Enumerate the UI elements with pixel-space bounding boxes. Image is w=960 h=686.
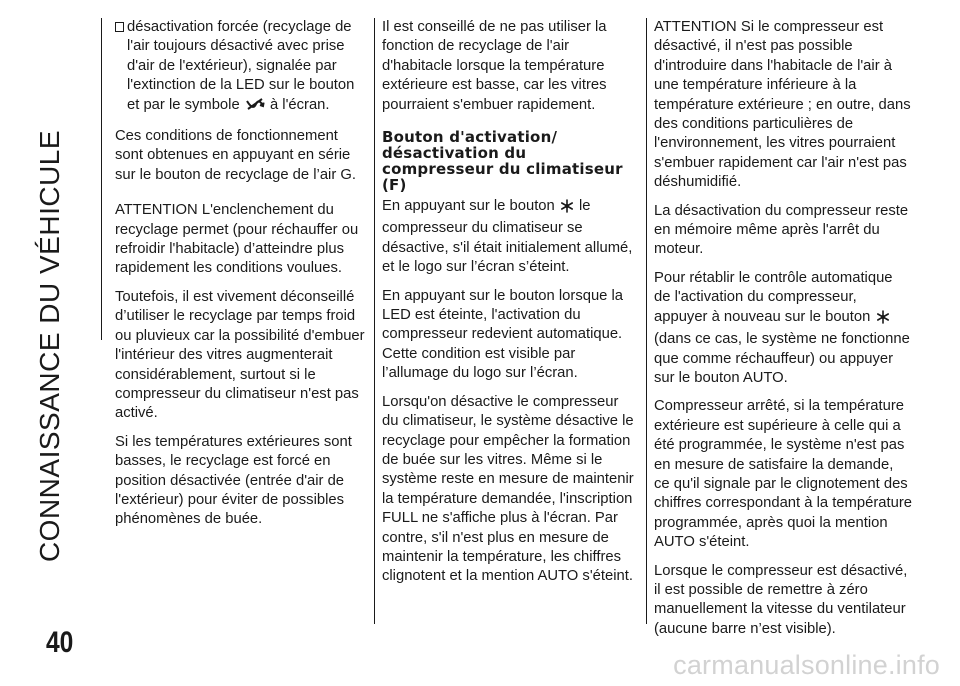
paragraph: En appuyant sur le bouton lorsque la LED est éteinte, l'activation du compresseur redevient automatique. Cette condition est visible par l’allumage du logo sur l’écran. xyxy=(382,287,624,382)
snowflake-icon xyxy=(560,199,574,219)
paragraph: La désactivation du compresseur reste en mémoire même après l'arrêt du moteur. xyxy=(654,202,909,258)
column-1 xyxy=(115,18,367,539)
bullet-text-end: à l'écran. xyxy=(269,96,330,113)
column-3 xyxy=(654,18,912,648)
list-item xyxy=(115,18,367,118)
checkbox-bullet-icon xyxy=(115,22,124,32)
bullet-text: désactivation forcée (recyclage de l'air toujours désactivé avec prise d'air de l'extérieur), signalée par l'extinction de la LED sur le bouton et par le symbole xyxy=(127,19,355,113)
page-number: 40 xyxy=(46,626,74,659)
watermark: carmanualsonline.info xyxy=(673,650,940,680)
column-divider xyxy=(374,18,375,624)
recirculation-off-icon xyxy=(245,98,265,118)
paragraph: ATTENTION L'enclenchement du recyclage permet (pour réchauffer ou refroidir l'habitacle) d’atteindre plus rapidement les conditions voulues. xyxy=(115,202,359,277)
section-divider xyxy=(101,18,102,340)
section-title: CONNAISSANCE DU VÉHICULE xyxy=(34,129,65,563)
paragraph: ATTENTION Si le compresseur est désactivé, il n'est pas possible d'introduire dans l'habitacle de l'air à une température inférieure à la température extérieure ; en outre, dans des conditions particulières de l'environnement, les vitres pourraient s'embuer rapidement car l'air n'est pas déshumidifié. xyxy=(654,19,911,191)
paragraph: En appuyant sur le bouton le compresseur du climatiseur se désactive, s'il était initialement allumé, et le logo sur l’écran s’éteint. xyxy=(382,198,633,276)
paragraph: Lorsqu'on désactive le compresseur du climatiseur, le système désactive le recyclage pour empêcher la formation de buée sur les vitres. Même si le système reste en mesure de maintenir la température demandée, l'inscription FULL ne s'affiche plus à l'écran. Par contre, s'il n'est plus en mesure de maintenir la température, les chiffres clignotent et la mention AUTO s'éteint. xyxy=(382,393,634,585)
section-heading: Bouton d'activation/ désactivation du compresseur du climatiseur (F) xyxy=(382,128,623,195)
paragraph: Toutefois, il est vivement déconseillé d’utiliser le recyclage par temps froid ou pluvieux car la possibilité d'embuer l'intérieur des vitres augmenterait considérablement, surtout si le compresseur du climatiseur n'est pas activé. xyxy=(115,288,365,422)
column-2 xyxy=(382,18,638,596)
snowflake-icon xyxy=(876,310,890,330)
column-divider xyxy=(646,18,647,624)
paragraph: Si les températures extérieures sont basses, le recyclage est forcé en position désactivée (entrée d'air de l'extérieur) pour éviter de possibles phénomènes de buée. xyxy=(115,433,352,528)
paragraph: Il est conseillé de ne pas utiliser la fonction de recyclage de l'air d'habitacle lorsque la température extérieure est basse, car les vitres pourraient s'embuer rapidement. xyxy=(382,19,607,113)
paragraph: Ces conditions de fonctionnement sont obtenues en appuyant en série sur le bouton de recyclage de l’air G. xyxy=(115,128,356,183)
paragraph: Lorsque le compresseur est désactivé, il est possible de remettre à zéro manuellement la vitesse du ventilateur (aucune barre n’est visible). xyxy=(654,562,908,637)
paragraph: Compresseur arrêté, si la température extérieure est supérieure à celle qui a été programmée, le système n'est pas en mesure de satisfaire la demande, ce qu'il signale par le clignotement des chiffres correspondant à la température programmée, après quoi la mention AUTO s'éteint. xyxy=(654,398,912,551)
paragraph: Pour rétablir le contrôle automatique de l'activation du compresseur, appuyer à nouveau sur le bouton (dans ce cas, le système ne fonctionne que comme réchauffeur) ou appuyer sur le bouton AUTO. xyxy=(654,269,910,386)
